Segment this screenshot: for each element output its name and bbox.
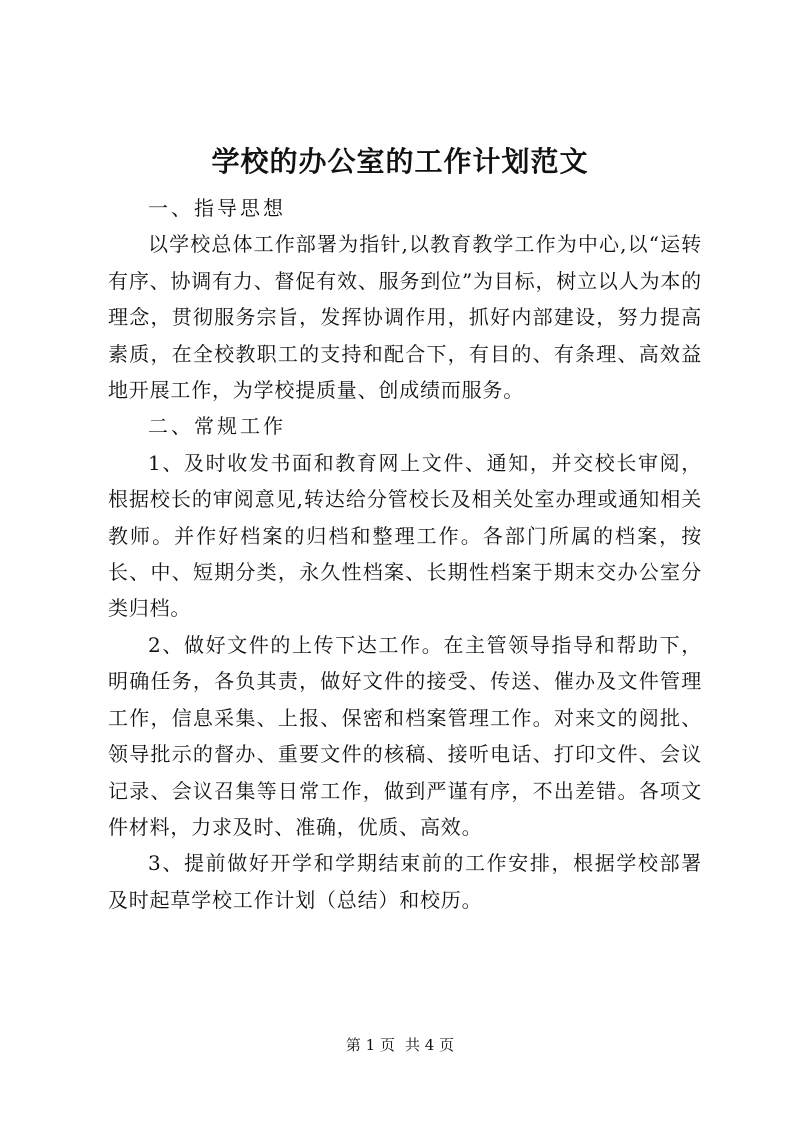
total-pages: 共 4 页 — [405, 1036, 455, 1054]
paragraph-item-1: 1、及时收发书面和教育网上文件、通知，并交校长审阅，根据校长的审阅意见,转达给分管校长及相关处室办理或通知相关教师。并作好档案的归档和整理工作。各部门所属的档案，按长、中、短期分类，永久性档案、长期性档案于期末交办公室分类归档。 — [108, 450, 702, 621]
document-title: 学校的办公室的工作计划范文 — [211, 145, 589, 178]
paragraph-guiding-ideology: 以学校总体工作部署为指针,以教育教学工作为中心,以“运转有序、协调有力、督促有效、服务到位”为目标，树立以人为本的理念，贯彻服务宗旨，发挥协调作用，抓好内部建设，努力提高素质，在全校教职工的支持和配合下，有目的、有条理、高效益地开展工作，为学校提质量、创成绩而服务。 — [108, 232, 702, 403]
document-body — [108, 190, 702, 918]
section-heading-guiding-ideology: 一、指导思想 — [148, 196, 286, 220]
page-number: 第 1 页 — [345, 1036, 395, 1054]
page-footer — [0, 1034, 800, 1056]
paragraph-item-3: 3、提前做好开学和学期结束前的工作安排，根据学校部署及时起草学校工作计划（总结）和校历。 — [108, 851, 702, 912]
section-heading-routine-work: 二、常规工作 — [148, 414, 286, 439]
paragraph-item-2: 2、做好文件的上传下达工作。在主管领导指导和帮助下，明确任务，各负其责，做好文件的接受、传送、催办及文件管理工作，信息采集、上报、保密和档案管理工作。对来文的阅批、领导批示的督办、重要文件的核稿、接听电话、打印文件、会议记录、会议召集等日常工作，做到严谨有序，不出差错。各项文件材料，力求及时、准确，优质、高效。 — [108, 632, 702, 839]
